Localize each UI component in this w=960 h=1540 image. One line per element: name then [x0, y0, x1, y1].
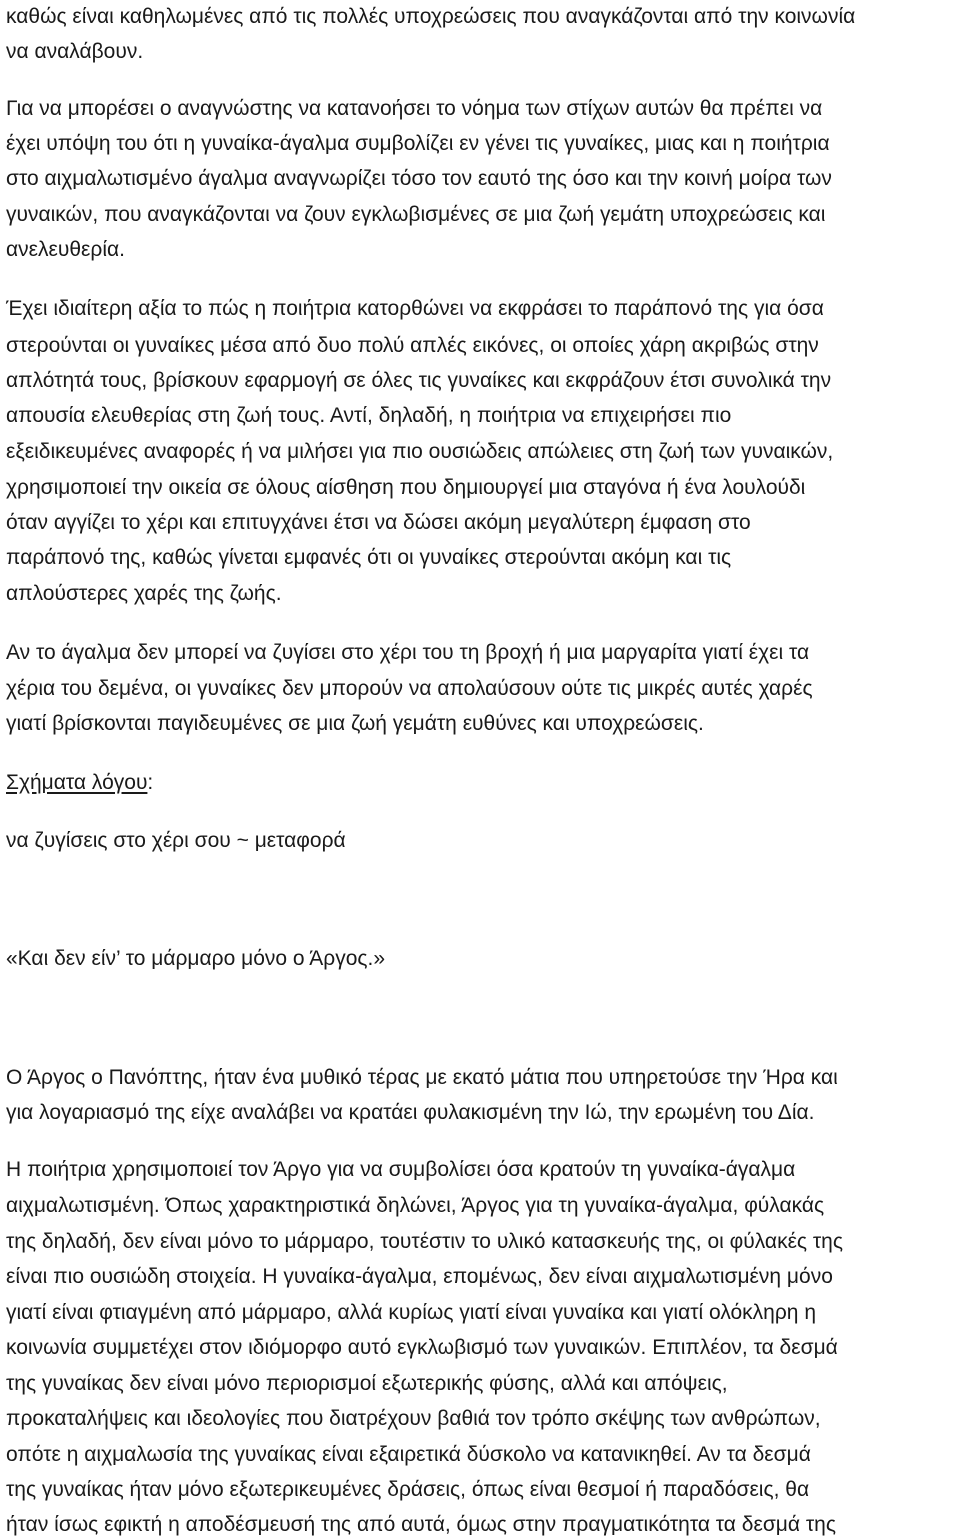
text-line: ανελευθερία. [6, 238, 125, 261]
figures-heading-colon: : [147, 771, 154, 794]
text-line: Ο Άργος ο Πανόπτης, ήταν ένα μυθικό τέρας με εκατό μάτια που υπηρετούσε την Ήρα και [6, 1066, 838, 1089]
text-line: της γυναίκας δεν είναι μόνο περιορισμοί εξωτερικής φύσης, αλλά και απόψεις, [6, 1372, 728, 1395]
text-line: Έχει ιδιαίτερη αξία το πώς η ποιήτρια κατορθώνει να εκφράσει το παράπονό της για όσα [6, 297, 824, 320]
text-line: απλότητά τους, βρίσκουν εφαρμογή σε όλες τις γυναίκες και εκφράζουν έτσι συνολικά την [6, 369, 832, 392]
figures-heading-line [6, 770, 153, 796]
text-line: γιατί βρίσκονται παγιδευμένες σε μια ζωή γεμάτη ευθύνες και υποχρεώσεις. [6, 712, 704, 735]
text-line: Η ποιήτρια χρησιμοποιεί τον Άργο για να συμβολίσει όσα κρατούν τη γυναίκα-άγαλμα [6, 1158, 796, 1181]
text-line: στο αιχμαλωτισμένο άγαλμα αναγνωρίζει τόσο τον εαυτό της όσο και την κοινή μοίρα των [6, 167, 832, 190]
text-line: χέρια του δεμένα, οι γυναίκες δεν μπορούν να απολαύσουν ούτε τις μικρές αυτές χαρές [6, 677, 813, 700]
text-line: παράπονό της, καθώς γίνεται εμφανές ότι οι γυναίκες στερούνται ακόμη και τις [6, 546, 732, 569]
text-line: χρησιμοποιεί την οικεία σε όλους αίσθηση που δημιουργεί μια σταγόνα ή ένα λουλούδι [6, 476, 806, 499]
text-line: Αν το άγαλμα δεν μπορεί να ζυγίσει στο χέρι του τη βροχή ή μια μαργαρίτα γιατί έχει τα [6, 641, 810, 664]
text-line: είναι πιο ουσιώδη στοιχεία. Η γυναίκα-άγαλμα, επομένως, δεν είναι αιχμαλωτισμένη μόνο [6, 1265, 833, 1288]
text-line: Για να μπορέσει ο αναγνώστης να κατανοήσει το νόημα των στίχων αυτών θα πρέπει να [6, 97, 823, 120]
text-line: γιατί είναι φτιαγμένη από μάρμαρο, αλλά κυρίως γιατί είναι γυναίκα και γιατί ολόκληρη η [6, 1301, 816, 1324]
figures-heading: Σχήματα λόγου [6, 771, 148, 794]
text-line: απουσία ελευθερίας στη ζωή τους. Αντί, δηλαδή, η ποιήτρια να επιχειρήσει πιο [6, 404, 732, 427]
text-line: για λογαριασμό της είχε αναλάβει να κρατάει φυλακισμένη την Ιώ, την ερωμένη του Δία. [6, 1101, 815, 1124]
text-line: της γυναίκας ήταν μόνο εξωτερικευμένες δράσεις, όπως είναι θεσμοί ή παραδόσεις, θα [6, 1478, 810, 1501]
verse-quote: «Και δεν είν’ το μάρμαρο μόνο ο Άργος.» [6, 947, 386, 970]
text-line: καθώς είναι καθηλωμένες από τις πολλές υποχρεώσεις που αναγκάζονται από την κοινωνία [6, 5, 856, 28]
text-line: όταν αγγίζει το χέρι και επιτυγχάνει έτσι να δώσει ακόμη μεγαλύτερη έμφαση στο [6, 511, 751, 534]
text-line: στερούνται οι γυναίκες μέσα από δυο πολύ απλές εικόνες, οι οποίες χάρη ακριβώς στην [6, 334, 819, 357]
figure-example: να ζυγίσεις στο χέρι σου ~ μεταφορά [6, 829, 346, 852]
text-line: γυναικών, που αναγκάζονται να ζουν εγκλωβισμένες σε μια ζωή γεμάτη υποχρεώσεις και [6, 203, 826, 226]
text-line: προκαταλήψεις και ιδεολογίες που διατρέχουν βαθιά τον τρόπο σκέψης των ανθρώπων, [6, 1407, 821, 1430]
text-line: αιχμαλωτισμένη. Όπως χαρακτηριστικά δηλώνει, Άργος για τη γυναίκα-άγαλμα, φύλακάς [6, 1194, 825, 1217]
text-line: εξειδικευμένες αναφορές ή να μιλήσει για πιο ουσιώδεις απώλειες στη ζωή των γυναικών, [6, 440, 834, 463]
text-line: να αναλάβουν. [6, 40, 144, 63]
text-line: ήταν ίσως εφικτή η αποδέσμευσή της από αυτά, όμως στην πραγματικότητα τα δεσμά της [6, 1513, 836, 1536]
text-line: απλούστερες χαρές της ζωής. [6, 582, 282, 605]
text-line: της δηλαδή, δεν είναι μόνο το μάρμαρο, τουτέστιν το υλικό κατασκευής της, οι φύλακές της [6, 1230, 843, 1253]
text-line: έχει υπόψη του ότι η γυναίκα-άγαλμα συμβολίζει εν γένει τις γυναίκες, μιας και η ποιήτρια [6, 132, 830, 155]
text-line: οπότε η αιχμαλωσία της γυναίκας είναι εξαιρετικά δύσκολο να κατανικηθεί. Αν τα δεσμά [6, 1443, 811, 1466]
text-line: κοινωνία συμμετέχει στον ιδιόμορφο αυτό εγκλωβισμό των γυναικών. Επιπλέον, τα δεσμά [6, 1336, 838, 1359]
